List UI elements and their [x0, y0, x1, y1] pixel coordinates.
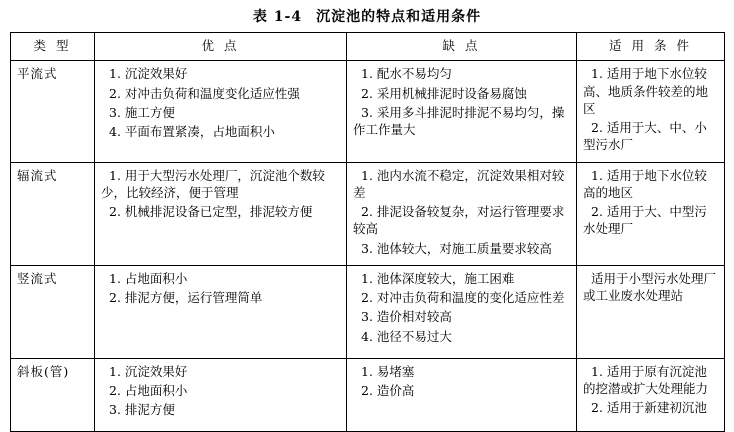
list-item: 4. 池径不易过大 — [361, 328, 452, 344]
list-item: 2. 排泥设备较复杂，对运行管理要求较高 — [353, 204, 565, 237]
cell-disadvantages — [347, 61, 577, 162]
list-item: 适用于小型污水处理厂或工业废水处理站 — [583, 270, 717, 303]
cell-category: 辐流式 — [11, 162, 95, 265]
header-cell-type: 类 型 — [11, 33, 95, 61]
advantage-list — [101, 363, 340, 419]
list-item: 1. 适用于地下水位较高的地区 — [583, 167, 707, 200]
list-item: 2. 排泥方便，运行管理简单 — [109, 290, 263, 305]
comparison-table — [10, 32, 725, 432]
list-item: 2. 机械排泥设备已定型，排泥较方便 — [109, 204, 313, 219]
table-body — [11, 61, 725, 432]
list-item: 3. 采用多斗排泥时排泥不易均匀，操作工作量大 — [353, 104, 565, 137]
table-header — [11, 33, 725, 61]
table-caption — [0, 0, 734, 32]
cell-conditions — [577, 162, 725, 265]
list-item: 1. 配水不易均匀 — [361, 66, 452, 82]
header-cell-conditions: 适 用 条 件 — [577, 33, 725, 61]
condition-list — [583, 270, 718, 305]
cell-advantages — [95, 265, 347, 358]
list-item: 1. 用于大型污水处理厂，沉淀池个数较少，比较经济，便于管理 — [101, 167, 325, 200]
caption-number: 表 1-4 — [252, 9, 303, 25]
disadvantage-list — [353, 65, 570, 138]
condition-list — [583, 65, 718, 153]
list-item: 3. 排泥方便 — [109, 402, 175, 418]
table-row — [11, 61, 725, 162]
advantage-list — [101, 167, 340, 221]
cell-advantages — [95, 162, 347, 265]
list-item: 2. 对冲击负荷和温度变化适应性强 — [109, 85, 300, 101]
list-item: 3. 施工方便 — [109, 104, 175, 120]
list-item: 1. 沉淀效果好 — [109, 363, 188, 379]
cell-conditions — [577, 265, 725, 358]
advantage-list — [101, 270, 340, 307]
list-item: 3. 造价相对较高 — [361, 309, 452, 325]
list-item: 1. 池体深度较大，施工困难 — [361, 270, 515, 286]
condition-list — [583, 363, 718, 417]
list-item: 1. 池内水流不稳定，沉淀效果相对较差 — [353, 167, 565, 200]
condition-list — [583, 167, 718, 238]
list-item: 1. 沉淀效果好 — [109, 66, 188, 82]
disadvantage-list — [353, 363, 570, 400]
list-item: 2. 造价高 — [361, 383, 415, 398]
cell-disadvantages — [347, 265, 577, 358]
list-item: 3. 池体较大，对施工质量要求较高 — [361, 240, 552, 256]
cell-conditions — [577, 61, 725, 162]
cell-conditions — [577, 358, 725, 431]
cell-category: 竖流式 — [11, 265, 95, 358]
list-item: 1. 占地面积小 — [109, 270, 188, 286]
advantage-list — [101, 65, 340, 140]
cell-advantages — [95, 61, 347, 162]
caption-title: 沉淀池的特点和适用条件 — [316, 9, 482, 25]
list-item: 2. 对冲击负荷和温度的变化适应性差 — [361, 290, 565, 305]
cell-disadvantages — [347, 358, 577, 431]
list-item: 4. 平面布置紧凑，占地面积小 — [109, 124, 275, 139]
header-cell-advantages: 优 点 — [95, 33, 347, 61]
list-item: 2. 适用于大、中、小型污水厂 — [583, 120, 707, 153]
list-item: 1. 适用于地下水位较高、地质条件较差的地区 — [583, 66, 709, 116]
list-item: 2. 采用机械排泥时设备易腐蚀 — [361, 85, 527, 101]
cell-advantages — [95, 358, 347, 431]
cell-disadvantages — [347, 162, 577, 265]
list-item: 2. 适用于新建初沉池 — [591, 400, 707, 416]
cell-category: 平流式 — [11, 61, 95, 162]
list-item: 2. 适用于大、中型污水处理厂 — [583, 204, 707, 237]
table-row — [11, 265, 725, 358]
list-item: 2. 占地面积小 — [109, 383, 188, 398]
list-item: 1. 易堵塞 — [361, 363, 415, 379]
header-row — [11, 33, 725, 61]
list-item: 1. 适用于原有沉淀池的挖潜或扩大处理能力 — [583, 363, 709, 396]
table-row — [11, 162, 725, 265]
table-row — [11, 358, 725, 431]
cell-category: 斜板(管) — [11, 358, 95, 431]
disadvantage-list — [353, 270, 570, 345]
header-cell-disadvantages: 缺 点 — [347, 33, 577, 61]
disadvantage-list — [353, 167, 570, 257]
